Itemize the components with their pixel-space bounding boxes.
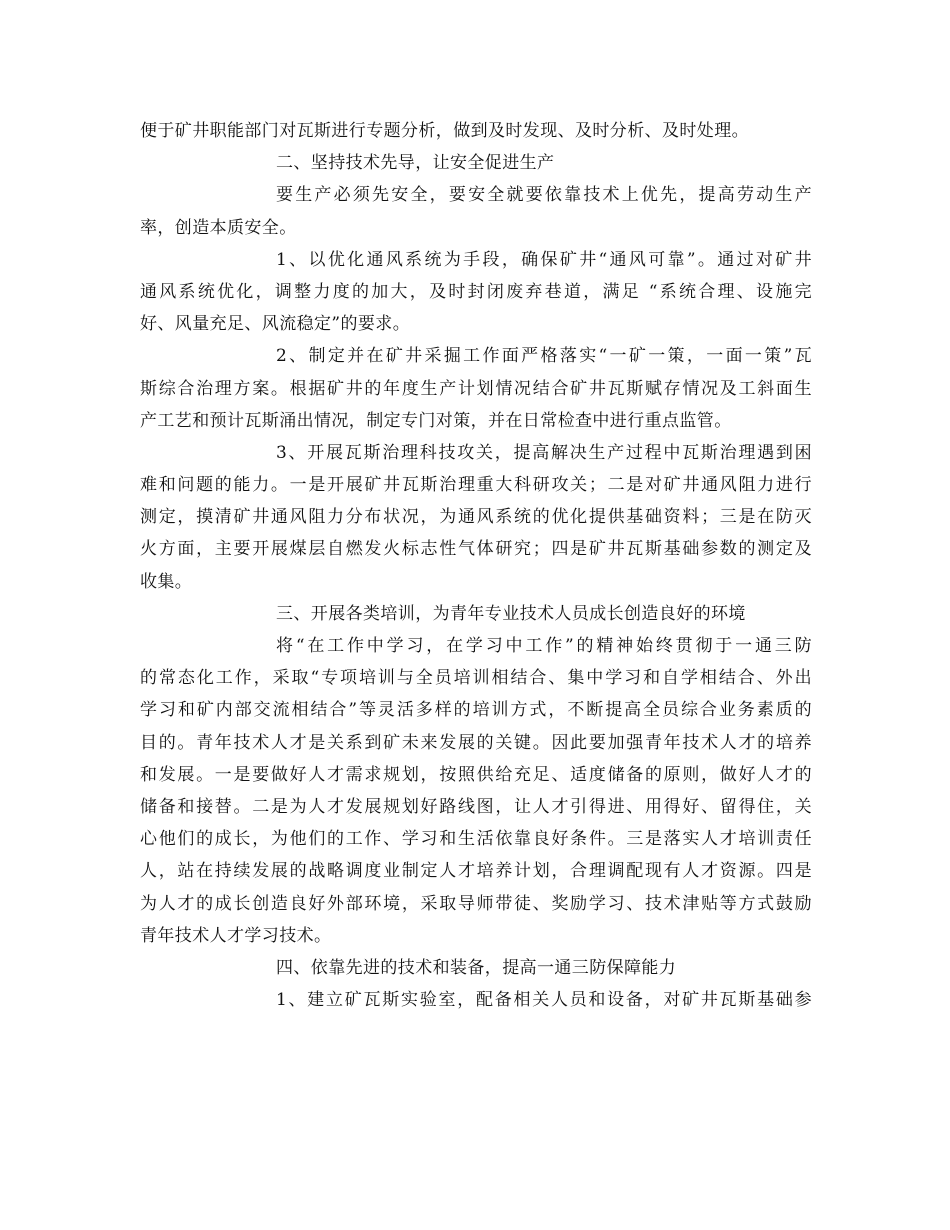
section-heading: 三、开展各类培训，为青年专业技术人员成长创造良好的环境 xyxy=(276,603,746,624)
paragraph-line: 和发展。一是要做好人才需求规划，按照供给充足、适度储备的原则，做好人才的 xyxy=(140,764,812,785)
paragraph-line: 1、以优化通风系统为手段，确保矿井“通风可靠”。通过对矿井 xyxy=(276,249,812,270)
paragraph-line: 人，站在持续发展的战略调度业制定人才培养计划，合理调配现有人才资源。四是 xyxy=(140,861,812,882)
paragraph-line: 为人才的成长创造良好外部环境，采取导师带徒、奖励学习、技术津贴等方式鼓励 xyxy=(140,893,812,914)
paragraph-line: 储备和接替。二是为人才发展规划好路线图，让人才引得进、用得好、留得住，关 xyxy=(140,796,812,817)
section-heading: 四、依靠先进的技术和装备，提高一通三防保障能力 xyxy=(276,957,677,978)
paragraph-line: 收集。 xyxy=(140,571,193,592)
paragraph-line: 1、建立矿瓦斯实验室，配备相关人员和设备，对矿井瓦斯基础参 xyxy=(276,990,812,1011)
document-body xyxy=(140,115,812,1016)
paragraph-line: 火方面，主要开展煤层自燃发火标志性气体研究；四是矿井瓦斯基础参数的测定及 xyxy=(140,539,812,560)
paragraph-line: 3、开展瓦斯治理科技攻关，提高解决生产过程中瓦斯治理遇到困 xyxy=(276,442,812,463)
paragraph-line: 率，创造本质安全。 xyxy=(140,217,297,238)
paragraph-line: 学习和矿内部交流相结合”等灵活多样的培训方式，不断提高全员综合业务素质的 xyxy=(140,700,812,721)
paragraph-line: 心他们的成长，为他们的工作、学习和生活依靠良好条件。三是落实人才培训责任 xyxy=(140,829,812,850)
paragraph-line: 产工艺和预计瓦斯涌出情况，制定专门对策，并在日常检查中进行重点监管。 xyxy=(140,410,732,431)
paragraph-line: 青年技术人才学习技术。 xyxy=(140,925,332,946)
paragraph-line: 目的。青年技术人才是关系到矿未来发展的关键。因此要加强青年技术人才的培养 xyxy=(140,732,812,753)
paragraph-line: 好、风量充足、风流稳定”的要求。 xyxy=(140,314,411,335)
paragraph-line: 将“在工作中学习，在学习中工作”的精神始终贯彻于一通三防 xyxy=(276,636,812,656)
paragraph-line: 斯综合治理方案。根据矿井的年度生产计划情况结合矿井瓦斯赋存情况及工斜面生 xyxy=(140,378,812,399)
paragraph-line: 的常态化工作，采取“专项培训与全员培训相结合、集中学习和自学相结合、外出 xyxy=(140,668,812,689)
section-heading: 二、坚持技术先导，让安全促进生产 xyxy=(276,153,555,174)
paragraph-line: 要生产必须先安全，要安全就要依靠技术上优先，提高劳动生产 xyxy=(276,185,812,206)
paragraph-line: 测定，摸清矿井通风阻力分布状况，为通风系统的优化提供基础资料；三是在防灭 xyxy=(140,507,812,528)
paragraph-line: 难和问题的能力。一是开展矿井瓦斯治理重大科研攻关；二是对矿井通风阻力进行 xyxy=(140,475,812,496)
paragraph-line: 2、制定并在矿井采掘工作面严格落实“一矿一策，一面一策”瓦 xyxy=(276,346,812,367)
paragraph-line: 便于矿井职能部门对瓦斯进行专题分析，做到及时发现、及时分析、及时处理。 xyxy=(140,121,749,141)
paragraph-line: 通风系统优化，调整力度的加大，及时封闭废弃巷道，满足 “系统合理、设施完 xyxy=(140,281,812,302)
